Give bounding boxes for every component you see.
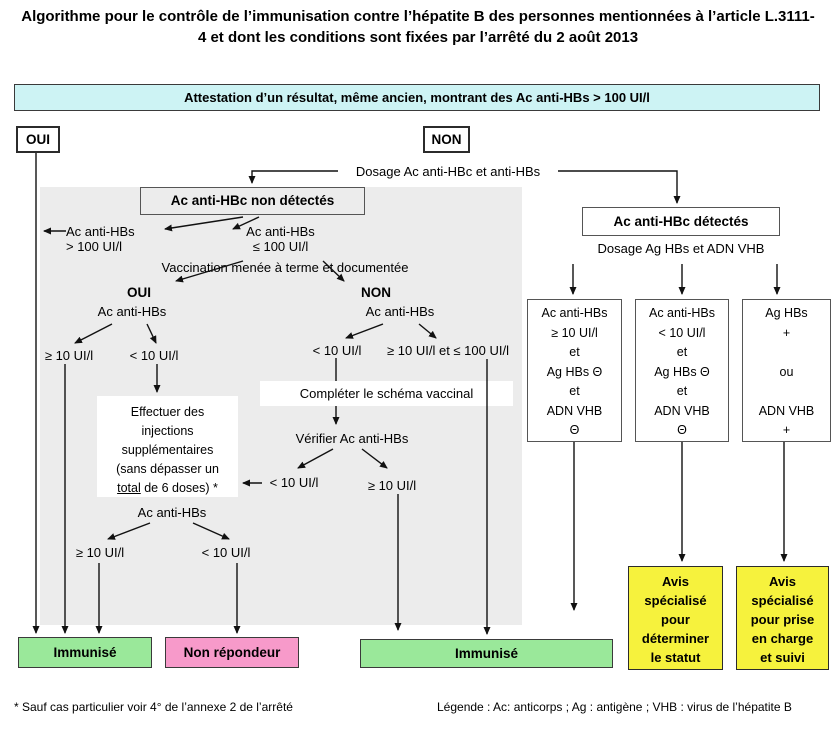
label-hbs-gt100-line2: > 100 UI/l (66, 239, 123, 254)
node-serology-col1 (527, 299, 622, 442)
col1-line3: et (569, 345, 580, 359)
col3-line5 (743, 382, 830, 402)
label-lt10-non-branch: < 10 UI/l (312, 343, 362, 358)
col2-line5: et (676, 384, 688, 398)
node-injections-supplementaires (97, 396, 238, 497)
label-hbs-gt100-line1: Ac anti-HBs (66, 224, 135, 239)
avis2-line1: Avis (769, 574, 796, 589)
label-hbs-le100-line1: Ac anti-HBs (246, 224, 315, 239)
col3-line1: Ag HBs (765, 306, 808, 320)
node-serology-col3 (742, 299, 831, 442)
result-non-repondeur: Non répondeur (165, 637, 299, 668)
injections-line4: (sans dépasser un (116, 462, 219, 476)
label-ge10-le100: ≥ 10 UI/l et ≤ 100 UI/l (387, 343, 509, 358)
injections-line5-underlined: total (117, 481, 141, 495)
col1-line5: et (569, 384, 580, 398)
avis1-line1: Avis (662, 574, 689, 589)
avis1-line3: pour (661, 612, 690, 627)
label-lt10-oui-branch: < 10 UI/l (129, 348, 179, 363)
result-immunise-center: Immunisé (360, 639, 613, 668)
avis2-line5: et suivi (760, 650, 805, 665)
avis1-line2: spécialisé (644, 593, 707, 608)
label-dosage-aghbs-adn: Dosage Ag HBs et ADN VHB (597, 241, 765, 256)
label-vaccination: Vaccination menée à terme et documentée (161, 260, 409, 275)
label-ge10-verif: ≥ 10 UI/l (367, 478, 417, 493)
label-lt10-verif: < 10 UI/l (269, 475, 319, 490)
result-immunise-left: Immunisé (18, 637, 152, 668)
label-hbs-gt100 (66, 224, 156, 254)
label-achbs-after-injections: Ac anti-HBs (137, 505, 207, 520)
label-hbs-le100 (233, 224, 328, 254)
node-avis-determiner-statut (628, 566, 723, 670)
injections-line1: Effectuer des (130, 405, 205, 419)
injections-line2: injections (141, 424, 194, 438)
col1-line6: ADN VHB (546, 403, 603, 418)
col3-line7: + (782, 423, 791, 437)
col3-line6: ADN VHB (758, 403, 815, 418)
col3-line3 (743, 343, 830, 363)
decision-non-box: NON (423, 126, 470, 153)
branch-non-label: NON (361, 285, 391, 300)
col2-line3: et (676, 345, 688, 359)
legend: Légende : Ac: anticorps ; Ag : antigène ; VHB : virus de l’hépatite B (437, 700, 792, 714)
footnote: * Sauf cas particulier voir 4° de l’annexe 2 de l’arrêté (14, 700, 293, 714)
col1-line2: ≥ 10 UI/l (551, 325, 598, 340)
avis1-line5: le statut (650, 650, 701, 665)
page-title-text: Algorithme pour le contrôle de l’immunisation contre l’hépatite B des personnes mentionnées à l’article L.3111-4 et dont les conditions sont fixées par l’arrêté du 2 août 2013 (21, 8, 815, 46)
node-hbc-non-detectes: Ac anti-HBc non détectés (140, 187, 365, 215)
label-dosage-hbc-hbs: Dosage Ac anti-HBc et anti-HBs (355, 164, 541, 179)
avis1-line4: déterminer (641, 631, 710, 646)
col2-line1: Ac anti-HBs (649, 306, 715, 320)
col2-line7: Θ (677, 423, 687, 437)
label-lt10-after-injections: < 10 UI/l (201, 545, 251, 560)
avis2-line2: spécialisé (751, 593, 814, 608)
col3-line2: + (782, 325, 791, 340)
injections-line3: supplémentaires (121, 443, 214, 457)
injections-line5 (97, 479, 238, 498)
label-hbs-le100-line2: ≤ 100 UI/l (252, 239, 309, 254)
col3-line4: ou (779, 364, 794, 379)
node-completer-schema: Compléter le schéma vaccinal (260, 381, 513, 406)
col1-line4: Ag HBs Θ (546, 364, 603, 379)
page-title (0, 6, 836, 48)
col2-line2: < 10 UI/l (658, 325, 706, 340)
label-achbs-oui-branch: Ac anti-HBs (97, 304, 167, 319)
node-serology-col2 (635, 299, 729, 442)
avis2-line3: pour prise (750, 612, 815, 627)
avis2-line4: en charge (751, 631, 814, 646)
col2-line6: ADN VHB (654, 403, 710, 418)
label-achbs-non-branch: Ac anti-HBs (365, 304, 435, 319)
col1-line1: Ac anti-HBs (541, 306, 608, 320)
injections-line5-rest: de 6 doses) * (140, 481, 218, 495)
decision-oui-box: OUI (16, 126, 60, 153)
label-ge10-oui-branch: ≥ 10 UI/l (44, 348, 94, 363)
label-verifier-achbs: Vérifier Ac anti-HBs (295, 431, 409, 446)
label-ge10-after-injections: ≥ 10 UI/l (75, 545, 125, 560)
branch-oui-label: OUI (126, 285, 151, 300)
col2-line4: Ag HBs Θ (654, 364, 710, 379)
col1-line7: Θ (569, 423, 580, 437)
node-avis-prise-en-charge (736, 566, 829, 670)
node-hbc-detectes: Ac anti-HBc détectés (582, 207, 780, 236)
attestation-banner: Attestation d’un résultat, même ancien, montrant des Ac anti-HBs > 100 UI/l (14, 84, 820, 111)
